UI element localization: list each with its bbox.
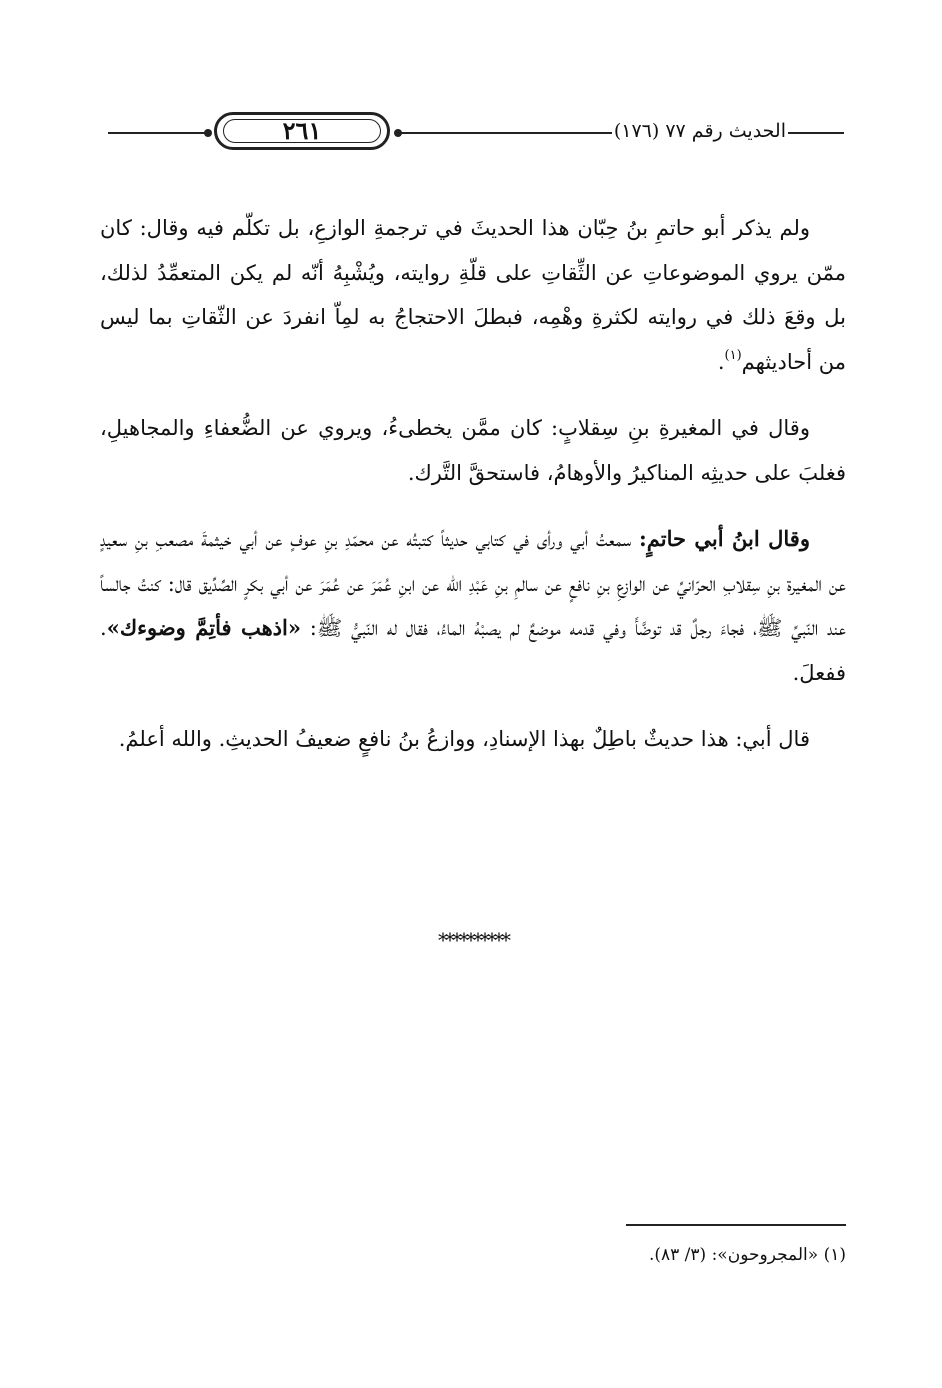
paragraph-3 [100,517,846,695]
page-header [100,108,846,158]
footnote-1: (١) «المجروحون»: (٣/ ٨٣). [648,1245,846,1265]
header-rule-right [788,132,844,134]
paragraph-1-end: . [717,349,725,374]
paragraph-3-text-b: . ففعلَ. [100,616,846,685]
section-separator: ********** [438,928,508,952]
header-rule-left [108,132,206,134]
paragraph-1-text: ولم يذكر أبو حاتمِ بنُ حِبّان هذا الحديثَ في ترجمةِ الوازعِ، بل تكلّم فيه وقال: كان ممّن يروي الموضوعاتِ عن الثِّقاتِ على قلّةِ روايته، ويُشْبِهُ أنّه لم يكن المتعمِّدُ لذلك، بل وقعَ ذلك في روايته لكثرةِ وهْمِه، فبطلَ الاحتجاجُ به لمِاّ انفردَ عن الثّقاتِ بما ليس من أحاديثهم [100,216,846,374]
header-dot [204,129,212,137]
page-number: ٢٦١ [282,116,322,145]
paragraph-4: قال أبي: هذا حديثٌ باطِلٌ بهذا الإسنادِ، ووازعُ بنُ نافعٍ ضعيفُ الحديثِ. والله أعلمُ. [118,727,810,751]
header-rule-middle [400,132,612,134]
paragraph-3-lead: وقال ابنُ أبي حاتمٍ: [639,526,810,551]
footnote-rule [626,1224,846,1226]
paragraph-2: وقال في المغيرةِ بنِ سِقلابٍ: كان ممَّن يخطىءُ، ويروي عن الضُّعفاءِ والمجاهيلِ، فغلبَ على حديثِه المناكيرُ والأوهامُ، فاستحقَّ التَّرك. [100,416,846,485]
main-text [100,206,846,784]
footnote-marker: (١) [724,347,742,363]
paragraph-3-text-a: سمعتُ أبي ورأى في كتابي حديثاً كتبتُه عن محمّدِ بنِ عوفٍ عن أبي خيثمةَ مصعبِ بنِ سعيدٍ عن المغيرة بنِ سِقلابِ الحرّانيِّ عن الوازعِ بنِ نافعٍ عن سالمِ بنِ عَبْدِ الله عن ابنِ عُمَرَ عن عُمَرَ عن أبي بكرٍ الصِّدِّيق قال: كنتُ جالساً عند النّبيِّ ﷺ، فجاءَ رجلٌ قد توضَّأَ وفي قدمه موضعٌ لم يصبْهُ الماءُ، فقال له النّبيُّ ﷺ: [100,527,846,640]
paragraph-1 [100,206,846,384]
hadith-quote: «اذهب فأتِمَّ وضوءك» [106,615,301,640]
running-title: الحديث رقم ٧٧ (١٧٦) [613,120,786,142]
page-number-ornament [214,112,390,150]
